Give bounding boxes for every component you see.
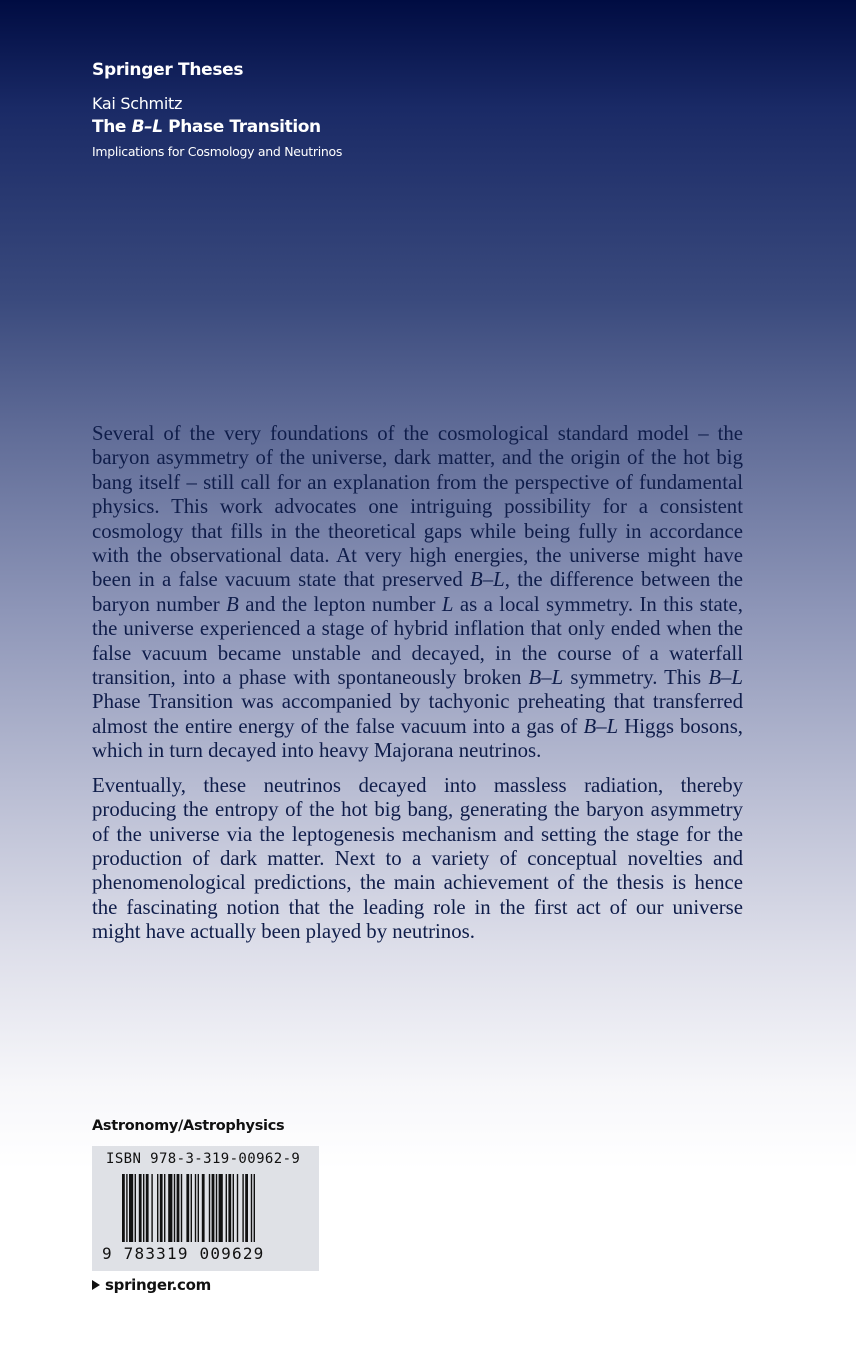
barcode-bar <box>174 1174 175 1242</box>
barcode-bar <box>122 1174 125 1242</box>
header <box>92 60 342 159</box>
author-name: Kai Schmitz <box>92 94 183 113</box>
barcode-bar <box>191 1174 192 1242</box>
barcode-bar <box>181 1174 182 1242</box>
barcode <box>92 1146 319 1271</box>
title-pre: The <box>92 117 132 137</box>
barcode-bar <box>198 1174 199 1242</box>
barcode-bar <box>177 1174 180 1242</box>
barcode-bar <box>146 1174 149 1242</box>
barcode-bar <box>254 1174 255 1242</box>
blurb-paragraph-2: Eventually, these neutrinos decayed into massless radiation, thereby producing the entropy of the hot big bang, generating the baryon asymmetry of the universe via the leptogenesis mechanism and setting the stage for the production of dark matter. Next to a variety of conceptual novelties and phenomenological predictions, the main achievement of the thesis is hence the fascinating notion that the leading role in the first act of our universe might have actually been played by neutrinos. <box>92 773 743 944</box>
barcode-bar <box>242 1174 243 1242</box>
barcode-bar <box>209 1174 210 1242</box>
website-label: springer.com <box>105 1276 211 1294</box>
barcode-bar <box>195 1174 196 1242</box>
subject-category: Astronomy/Astrophysics <box>92 1118 285 1134</box>
series-name: Springer Theses <box>92 60 244 80</box>
barcode-bar <box>139 1174 142 1242</box>
website-link[interactable] <box>92 1276 211 1294</box>
blurb <box>92 422 743 955</box>
barcode-bar <box>226 1174 227 1242</box>
book-title <box>92 117 342 137</box>
barcode-bar <box>233 1174 234 1242</box>
barcode-bar <box>135 1174 136 1242</box>
barcode-bar <box>216 1174 217 1242</box>
barcode-bar <box>157 1174 158 1242</box>
barcode-bar <box>151 1174 152 1242</box>
barcode-bar <box>164 1174 165 1242</box>
arrow-right-icon <box>92 1280 100 1290</box>
barcode-bars <box>122 1174 297 1242</box>
barcode-bar <box>126 1174 127 1242</box>
barcode-bar <box>186 1174 189 1242</box>
barcode-bar <box>251 1174 252 1242</box>
title-post: Phase Transition <box>162 117 321 137</box>
barcode-bar <box>212 1174 215 1242</box>
barcode-bar <box>202 1174 205 1242</box>
barcode-bar <box>219 1174 223 1242</box>
blurb-paragraph-1: Several of the very foundations of the cosmological standard model – the baryon asymmetry of the universe, dark matter, and the origin of the hot big bang itself – still call for an explanation from the perspective of fundamental physics. This work advocates one intriguing possibility for a consistent cosmology that fills in the theoretical gaps while being fully in accordance with the observational data. At very high energies, the universe might have been in a false vacuum state that preserved B–L, the difference between the baryon number B and the lepton number L as a local symmetry. In this state, the universe experienced a stage of hybrid inflation that only ended when the false vacuum became unstable and decayed, in the course of a waterfall transition, into a phase with spontaneously broken B–L symmetry. This B–L Phase Transition was accompanied by tachyonic preheating that transferred almost the entire energy of the false vacuum into a gas of B–L Higgs bosons, which in turn decayed into heavy Majorana neutrinos. <box>92 422 743 763</box>
barcode-digits: 9 783319 009629 <box>102 1244 265 1263</box>
barcode-bar <box>237 1174 238 1242</box>
isbn-label: ISBN 978-3-319-00962-9 <box>106 1151 301 1167</box>
title-italic: B–L <box>131 117 163 137</box>
barcode-bar <box>129 1174 133 1242</box>
barcode-bar <box>228 1174 231 1242</box>
barcode-bar <box>160 1174 163 1242</box>
book-subtitle: Implications for Cosmology and Neutrinos <box>92 144 343 159</box>
barcode-bar <box>168 1174 172 1242</box>
barcode-bar <box>143 1174 144 1242</box>
barcode-bar <box>245 1174 248 1242</box>
